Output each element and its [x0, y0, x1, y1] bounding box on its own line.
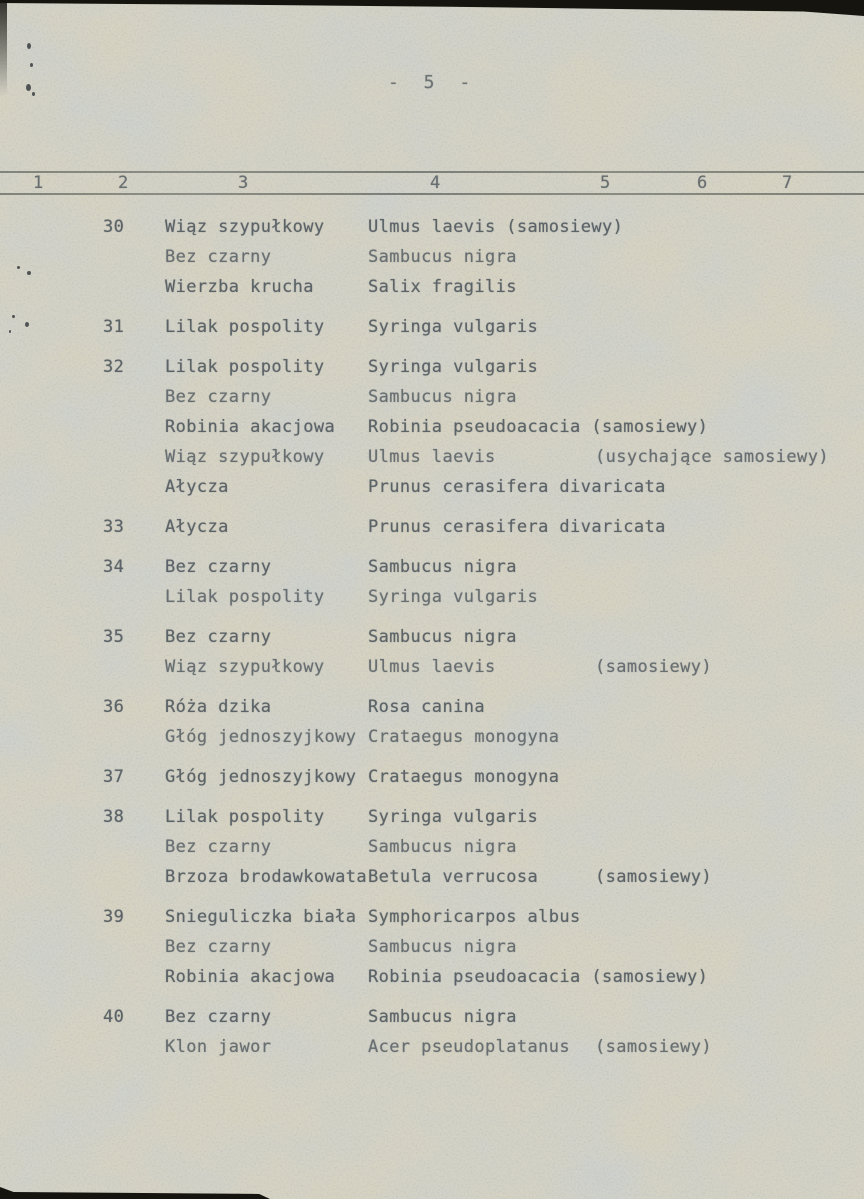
plant-polish-name: Robinia akacjowa: [165, 417, 336, 437]
ink-speck: [26, 84, 31, 91]
plant-polish-name: Klon jawor: [165, 1037, 272, 1057]
plant-polish-name: Wiąz szypułkowy: [165, 657, 325, 677]
plant-latin-name: Syringa vulgaris: [368, 587, 539, 607]
row-number: 34: [103, 557, 125, 577]
plant-latin-name: Salix fragilis: [368, 277, 517, 297]
table-row: [0, 692, 864, 722]
column-number-row: [0, 173, 864, 193]
table-row: [0, 442, 864, 472]
plant-latin-name: Ulmus laevis (samosiewy): [368, 217, 624, 237]
plant-polish-name: Bez czarny: [165, 387, 272, 407]
table-group: [0, 352, 864, 502]
column-number: 7: [782, 173, 793, 193]
row-note: (usychające samosiewy): [595, 447, 829, 467]
plant-polish-name: Ałycza: [165, 477, 229, 497]
column-number: 3: [238, 173, 249, 193]
table-row: [0, 312, 864, 342]
table-row: [0, 962, 864, 992]
table-row: [0, 352, 864, 382]
column-number: 1: [33, 173, 44, 193]
plant-polish-name: Lilak pospolity: [165, 587, 325, 607]
ink-speck: [30, 63, 33, 67]
plant-latin-name: Sambucus nigra: [368, 557, 517, 577]
table-row: [0, 512, 864, 542]
column-number: 4: [430, 173, 441, 193]
plant-polish-name: Głóg jednoszyjkowy: [165, 767, 357, 787]
row-number: 40: [103, 1007, 125, 1027]
row-number: 33: [103, 517, 125, 537]
row-note: (samosiewy): [595, 657, 712, 677]
plant-polish-name: Wierzba krucha: [165, 277, 314, 297]
table-group: [0, 902, 864, 992]
table-header-rule-bottom: [0, 193, 864, 195]
plant-polish-name: Róża dzika: [165, 697, 272, 717]
table-row: [0, 862, 864, 892]
table-row: [0, 382, 864, 412]
plant-latin-name: Prunus cerasifera divaricata: [368, 517, 666, 537]
table-row: [0, 212, 864, 242]
column-number: 2: [118, 173, 129, 193]
row-number: 37: [103, 767, 125, 787]
table-row: [0, 1032, 864, 1062]
table-row: [0, 932, 864, 962]
table-row: [0, 722, 864, 752]
table-row: [0, 802, 864, 832]
row-number: 39: [103, 907, 125, 927]
row-note: (samosiewy): [595, 867, 712, 887]
row-number: 30: [103, 217, 125, 237]
plant-latin-name: Ulmus laevis: [368, 657, 496, 677]
plant-latin-name: Sambucus nigra: [368, 627, 517, 647]
plant-latin-name: Sambucus nigra: [368, 247, 517, 267]
plant-latin-name: Sambucus nigra: [368, 837, 517, 857]
row-number: 35: [103, 627, 125, 647]
table-group: [0, 1002, 864, 1062]
plant-table-body: [0, 212, 864, 1072]
plant-latin-name: Prunus cerasifera divaricata: [368, 477, 666, 497]
plant-polish-name: Bez czarny: [165, 627, 272, 647]
table-group: [0, 212, 864, 302]
table-group: [0, 622, 864, 682]
table-group: [0, 762, 864, 792]
table-row: [0, 1002, 864, 1032]
table-row: [0, 582, 864, 612]
plant-polish-name: Snieguliczka biała: [165, 907, 357, 927]
table-row: [0, 652, 864, 682]
plant-latin-name: Syringa vulgaris: [368, 807, 539, 827]
plant-latin-name: Betula verrucosa: [368, 867, 539, 887]
plant-latin-name: Sambucus nigra: [368, 1007, 517, 1027]
plant-polish-name: Bez czarny: [165, 1007, 272, 1027]
ink-speck: [27, 43, 31, 49]
table-row: [0, 412, 864, 442]
column-number: 6: [697, 173, 708, 193]
row-number: 36: [103, 697, 125, 717]
scan-edge-left: [0, 0, 7, 96]
plant-latin-name: Acer pseudoplatanus: [368, 1037, 571, 1057]
table-row: [0, 272, 864, 302]
column-number: 5: [600, 173, 611, 193]
plant-polish-name: Głóg jednoszyjkowy: [165, 727, 357, 747]
table-group: [0, 312, 864, 342]
table-row: [0, 762, 864, 792]
row-number: 38: [103, 807, 125, 827]
table-row: [0, 622, 864, 652]
row-number: 31: [103, 317, 125, 337]
table-group: [0, 512, 864, 542]
plant-latin-name: Robinia pseudoacacia (samosiewy): [368, 967, 709, 987]
plant-polish-name: Brzoza brodawkowata: [165, 867, 368, 887]
plant-polish-name: Bez czarny: [165, 837, 272, 857]
row-note: (samosiewy): [595, 1037, 712, 1057]
table-row: [0, 552, 864, 582]
plant-latin-name: Sambucus nigra: [368, 937, 517, 957]
plant-polish-name: Ałycza: [165, 517, 229, 537]
ink-speck: [32, 92, 35, 96]
plant-polish-name: Lilak pospolity: [165, 317, 325, 337]
table-group: [0, 692, 864, 752]
plant-latin-name: Crataegus monogyna: [368, 727, 560, 747]
plant-latin-name: Syringa vulgaris: [368, 317, 539, 337]
plant-latin-name: Rosa canina: [368, 697, 485, 717]
table-row: [0, 832, 864, 862]
plant-polish-name: Bez czarny: [165, 937, 272, 957]
plant-polish-name: Bez czarny: [165, 557, 272, 577]
table-row: [0, 902, 864, 932]
plant-polish-name: Bez czarny: [165, 247, 272, 267]
table-group: [0, 552, 864, 612]
plant-polish-name: Wiąz szypułkowy: [165, 447, 325, 467]
table-group: [0, 802, 864, 892]
plant-polish-name: Robinia akacjowa: [165, 967, 336, 987]
plant-latin-name: Syringa vulgaris: [368, 357, 539, 377]
row-number: 32: [103, 357, 125, 377]
plant-polish-name: Wiąz szypułkowy: [165, 217, 325, 237]
plant-polish-name: Lilak pospolity: [165, 807, 325, 827]
plant-latin-name: Robinia pseudoacacia (samosiewy): [368, 417, 709, 437]
page-number: - 5 -: [388, 72, 478, 93]
table-row: [0, 472, 864, 502]
plant-latin-name: Crataegus monogyna: [368, 767, 560, 787]
plant-latin-name: Ulmus laevis: [368, 447, 496, 467]
plant-polish-name: Lilak pospolity: [165, 357, 325, 377]
table-row: [0, 242, 864, 272]
plant-latin-name: Symphoricarpos albus: [368, 907, 581, 927]
plant-latin-name: Sambucus nigra: [368, 387, 517, 407]
